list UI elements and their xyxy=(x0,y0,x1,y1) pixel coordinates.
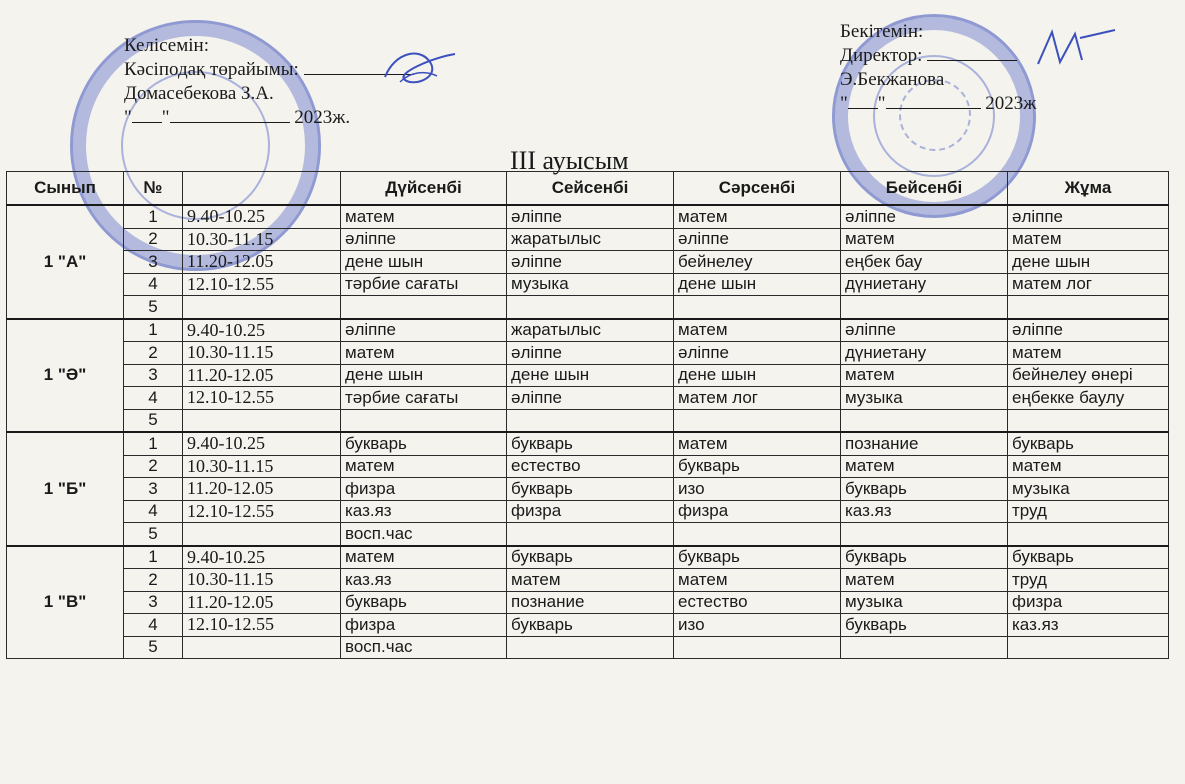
lesson-time-cell: 10.30-11.15 xyxy=(183,569,341,592)
subject-cell: музыка xyxy=(1008,478,1169,501)
subject-cell: матем xyxy=(341,546,507,569)
subject-cell: матем xyxy=(841,569,1008,592)
subject-cell: дене шын xyxy=(341,364,507,387)
subject-cell: букварь xyxy=(841,478,1008,501)
table-row xyxy=(7,523,1169,546)
subject-cell: букварь xyxy=(507,478,674,501)
approval-left-year: 2023ж. xyxy=(294,107,351,128)
subject-cell: физра xyxy=(1008,591,1169,614)
subject-cell: әліппе xyxy=(1008,205,1169,228)
lesson-time-cell xyxy=(183,523,341,546)
page-title: III ауысым xyxy=(510,146,629,175)
subject-cell: букварь xyxy=(674,546,841,569)
subject-cell xyxy=(1008,636,1169,659)
schedule-table xyxy=(6,171,1169,659)
subject-cell xyxy=(1008,523,1169,546)
table-row xyxy=(7,432,1169,455)
subject-cell: матем лог xyxy=(1008,273,1169,296)
subject-cell: матем xyxy=(841,455,1008,478)
subject-cell: матем xyxy=(341,455,507,478)
lesson-number-cell: 4 xyxy=(124,387,183,410)
subject-cell: матем xyxy=(674,205,841,228)
table-row xyxy=(7,205,1169,228)
subject-cell: әліппе xyxy=(674,342,841,365)
lesson-time-cell: 11.20-12.05 xyxy=(183,478,341,501)
subject-cell: еңбек бау xyxy=(841,251,1008,274)
table-row xyxy=(7,478,1169,501)
approval-block-right: Бекітемін: Директор: Э.Бекжанова " " 2023ж xyxy=(840,21,1037,114)
header-thursday: Бейсенбі xyxy=(841,172,1008,206)
subject-cell: труд xyxy=(1008,500,1169,523)
subject-cell: букварь xyxy=(341,432,507,455)
subject-cell: матем xyxy=(341,342,507,365)
subject-cell: естество xyxy=(507,455,674,478)
subject-cell: музыка xyxy=(841,387,1008,410)
subject-cell: труд xyxy=(1008,569,1169,592)
subject-cell: букварь xyxy=(674,455,841,478)
subject-cell xyxy=(507,636,674,659)
subject-cell: матем xyxy=(674,319,841,342)
lesson-time-cell: 11.20-12.05 xyxy=(183,251,341,274)
subject-cell: каз.яз xyxy=(841,500,1008,523)
lesson-number-cell: 1 xyxy=(124,546,183,569)
lesson-number-cell: 3 xyxy=(124,591,183,614)
table-row xyxy=(7,364,1169,387)
table-row xyxy=(7,614,1169,637)
header-wednesday: Сәрсенбі xyxy=(674,172,841,206)
subject-cell: изо xyxy=(674,478,841,501)
approval-left-line3: Домасебекова З.А. xyxy=(124,83,274,104)
subject-cell: каз.яз xyxy=(1008,614,1169,637)
subject-cell: познание xyxy=(841,432,1008,455)
signature-left xyxy=(375,42,465,92)
subject-cell: букварь xyxy=(1008,546,1169,569)
subject-cell: әліппе xyxy=(507,251,674,274)
subject-cell: тәрбие сағаты xyxy=(341,273,507,296)
subject-cell: каз.яз xyxy=(341,500,507,523)
subject-cell: матем xyxy=(841,364,1008,387)
subject-cell: әліппе xyxy=(1008,319,1169,342)
lesson-time-cell: 12.10-12.55 xyxy=(183,614,341,637)
subject-cell: естество xyxy=(674,591,841,614)
subject-cell: әліппе xyxy=(841,205,1008,228)
subject-cell: восп.час xyxy=(341,523,507,546)
approval-right-line1: Бекітемін: xyxy=(840,21,924,42)
subject-cell: матем xyxy=(341,205,507,228)
approval-left-line2: Кәсіподақ төрайымы: xyxy=(124,59,299,80)
subject-cell: бейнелеу өнері xyxy=(1008,364,1169,387)
subject-cell xyxy=(674,409,841,432)
subject-cell: дене шын xyxy=(507,364,674,387)
approval-right-line3: Э.Бекжанова xyxy=(840,69,945,90)
subject-cell xyxy=(1008,409,1169,432)
table-row xyxy=(7,296,1169,319)
subject-cell: матем xyxy=(1008,455,1169,478)
subject-cell xyxy=(507,296,674,319)
lesson-number-cell: 3 xyxy=(124,364,183,387)
subject-cell: букварь xyxy=(507,614,674,637)
lesson-number-cell: 4 xyxy=(124,500,183,523)
subject-cell: дүниетану xyxy=(841,342,1008,365)
lesson-time-cell: 9.40-10.25 xyxy=(183,205,341,228)
lesson-number-cell: 5 xyxy=(124,523,183,546)
lesson-time-cell: 9.40-10.25 xyxy=(183,432,341,455)
table-row xyxy=(7,409,1169,432)
lesson-number-cell: 1 xyxy=(124,432,183,455)
lesson-time-cell: 12.10-12.55 xyxy=(183,387,341,410)
lesson-time-cell: 12.10-12.55 xyxy=(183,500,341,523)
class-name-cell: 1 "А" xyxy=(7,205,124,319)
lesson-number-cell: 2 xyxy=(124,342,183,365)
subject-cell: матем xyxy=(674,569,841,592)
subject-cell: дене шын xyxy=(674,273,841,296)
approval-right-quote: " xyxy=(840,93,848,114)
lesson-number-cell: 3 xyxy=(124,251,183,274)
lesson-number-cell: 2 xyxy=(124,569,183,592)
subject-cell: әліппе xyxy=(341,319,507,342)
header-tuesday: Сейсенбі xyxy=(507,172,674,206)
subject-cell: каз.яз xyxy=(341,569,507,592)
table-row xyxy=(7,319,1169,342)
lesson-number-cell: 5 xyxy=(124,296,183,319)
subject-cell: физра xyxy=(507,500,674,523)
subject-cell: матем xyxy=(1008,342,1169,365)
subject-cell: еңбекке баулу xyxy=(1008,387,1169,410)
table-row xyxy=(7,546,1169,569)
lesson-number-cell: 4 xyxy=(124,614,183,637)
lesson-number-cell: 1 xyxy=(124,205,183,228)
lesson-number-cell: 5 xyxy=(124,409,183,432)
approval-right-year: 2023ж xyxy=(985,93,1037,114)
lesson-time-cell: 11.20-12.05 xyxy=(183,591,341,614)
subject-cell xyxy=(341,409,507,432)
approval-right-line2: Директор: xyxy=(840,45,923,66)
table-row xyxy=(7,500,1169,523)
table-row xyxy=(7,636,1169,659)
header-class: Сынып xyxy=(7,172,124,206)
subject-cell: букварь xyxy=(507,432,674,455)
subject-cell xyxy=(674,296,841,319)
lesson-time-cell xyxy=(183,296,341,319)
approval-left-line1: Келісемін: xyxy=(124,35,209,56)
header-friday: Жұма xyxy=(1008,172,1169,206)
table-header-row xyxy=(7,172,1169,206)
subject-cell: әліппе xyxy=(507,387,674,410)
subject-cell: матем xyxy=(507,569,674,592)
subject-cell: әліппе xyxy=(507,205,674,228)
subject-cell: матем xyxy=(1008,228,1169,251)
approval-block-left: Келісемін: Кәсіподақ төрайымы: Домасебекова З.А. " " 2023ж. xyxy=(124,34,414,130)
table-row xyxy=(7,387,1169,410)
subject-cell xyxy=(674,636,841,659)
lesson-time-cell: 10.30-11.15 xyxy=(183,342,341,365)
subject-cell: матем лог xyxy=(674,387,841,410)
subject-cell xyxy=(507,523,674,546)
lesson-number-cell: 5 xyxy=(124,636,183,659)
subject-cell: бейнелеу xyxy=(674,251,841,274)
subject-cell: жаратылыс xyxy=(507,228,674,251)
subject-cell xyxy=(674,523,841,546)
lesson-time-cell: 9.40-10.25 xyxy=(183,546,341,569)
lesson-number-cell: 2 xyxy=(124,455,183,478)
table-row xyxy=(7,228,1169,251)
subject-cell: дене шын xyxy=(1008,251,1169,274)
table-row xyxy=(7,342,1169,365)
subject-cell xyxy=(841,296,1008,319)
signature-right xyxy=(1030,24,1120,74)
subject-cell: познание xyxy=(507,591,674,614)
subject-cell: әліппе xyxy=(841,319,1008,342)
header-monday: Дүйсенбі xyxy=(341,172,507,206)
subject-cell: букварь xyxy=(1008,432,1169,455)
table-row xyxy=(7,251,1169,274)
approval-left-quote: " xyxy=(124,107,132,128)
subject-cell: тәрбие сағаты xyxy=(341,387,507,410)
lesson-number-cell: 3 xyxy=(124,478,183,501)
subject-cell: дене шын xyxy=(341,251,507,274)
lesson-number-cell: 1 xyxy=(124,319,183,342)
subject-cell: дүниетану xyxy=(841,273,1008,296)
subject-cell xyxy=(1008,296,1169,319)
subject-cell: музыка xyxy=(841,591,1008,614)
lesson-time-cell xyxy=(183,409,341,432)
subject-cell: физра xyxy=(341,478,507,501)
class-name-cell: 1 "В" xyxy=(7,546,124,659)
subject-cell: музыка xyxy=(507,273,674,296)
table-row xyxy=(7,569,1169,592)
subject-cell: букварь xyxy=(841,614,1008,637)
table-row xyxy=(7,273,1169,296)
subject-cell: букварь xyxy=(841,546,1008,569)
subject-cell: изо xyxy=(674,614,841,637)
subject-cell xyxy=(841,523,1008,546)
lesson-number-cell: 4 xyxy=(124,273,183,296)
lesson-time-cell: 12.10-12.55 xyxy=(183,273,341,296)
subject-cell: букварь xyxy=(507,546,674,569)
header-number: № xyxy=(124,172,183,206)
subject-cell xyxy=(507,409,674,432)
subject-cell: жаратылыс xyxy=(507,319,674,342)
subject-cell: дене шын xyxy=(674,364,841,387)
lesson-time-cell xyxy=(183,636,341,659)
subject-cell: восп.час xyxy=(341,636,507,659)
table-row xyxy=(7,455,1169,478)
header-time xyxy=(183,172,341,206)
subject-cell xyxy=(841,409,1008,432)
subject-cell: әліппе xyxy=(674,228,841,251)
subject-cell: әліппе xyxy=(507,342,674,365)
lesson-time-cell: 9.40-10.25 xyxy=(183,319,341,342)
lesson-time-cell: 10.30-11.15 xyxy=(183,455,341,478)
subject-cell: матем xyxy=(674,432,841,455)
subject-cell: букварь xyxy=(341,591,507,614)
table-row xyxy=(7,591,1169,614)
subject-cell: физра xyxy=(674,500,841,523)
class-name-cell: 1 "Ә" xyxy=(7,319,124,433)
subject-cell: әліппе xyxy=(341,228,507,251)
lesson-time-cell: 10.30-11.15 xyxy=(183,228,341,251)
subject-cell xyxy=(841,636,1008,659)
class-name-cell: 1 "Б" xyxy=(7,432,124,546)
subject-cell xyxy=(341,296,507,319)
subject-cell: матем xyxy=(841,228,1008,251)
lesson-number-cell: 2 xyxy=(124,228,183,251)
lesson-time-cell: 11.20-12.05 xyxy=(183,364,341,387)
subject-cell: физра xyxy=(341,614,507,637)
